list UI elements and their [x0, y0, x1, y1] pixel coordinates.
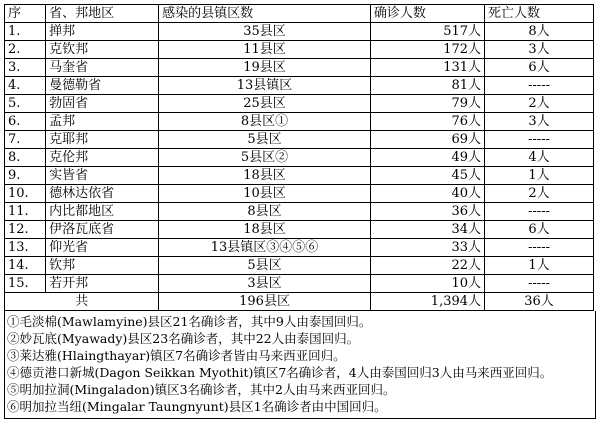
row-deaths: 3人	[485, 41, 594, 59]
header-row	[5, 5, 594, 23]
row-county-count: 18县区	[159, 167, 371, 185]
total-county: 196县区	[159, 293, 371, 311]
row-seq: 10.	[5, 185, 46, 203]
table-row	[5, 167, 594, 185]
row-region: 马奎省	[46, 59, 159, 77]
footnote-5: ⑤明加拉洞(Mingaladon)镇区3名确诊者，其中2人由马来西亚回归。	[7, 382, 396, 397]
row-confirmed: 69人	[370, 131, 484, 149]
table-row	[5, 149, 594, 167]
row-seq: 3.	[5, 59, 46, 77]
row-seq: 1.	[5, 23, 46, 41]
row-deaths: -----	[485, 77, 594, 95]
table-row	[5, 275, 594, 293]
table-row	[5, 239, 594, 257]
row-county-count: 3县区	[159, 275, 371, 293]
table-row	[5, 77, 594, 95]
row-confirmed: 34人	[370, 221, 484, 239]
row-region: 曼德勒省	[46, 77, 159, 95]
row-region: 孟邦	[46, 113, 159, 131]
row-confirmed: 76人	[370, 113, 484, 131]
row-confirmed: 79人	[370, 95, 484, 113]
row-confirmed: 45人	[370, 167, 484, 185]
row-county-count: 19县区	[159, 59, 371, 77]
table-row	[5, 41, 594, 59]
row-region: 勃固省	[46, 95, 159, 113]
total-deaths: 36人	[485, 293, 594, 311]
total-confirmed: 1,394人	[370, 293, 484, 311]
row-county-count: 5县区②	[159, 149, 371, 167]
footnote-1: ①毛淡棉(Mawlamyine)县区21名确诊者，其中9人由泰国回归。	[7, 314, 372, 329]
row-region: 若开邦	[46, 275, 159, 293]
row-deaths: 1人	[485, 257, 594, 275]
table-row	[5, 185, 594, 203]
header-seq: 序	[5, 5, 46, 23]
row-deaths: 1人	[485, 167, 594, 185]
row-seq: 9.	[5, 167, 46, 185]
row-deaths: 6人	[485, 59, 594, 77]
row-region: 克伦邦	[46, 149, 159, 167]
row-deaths: 8人	[485, 23, 594, 41]
row-confirmed: 10人	[370, 275, 484, 293]
table-row	[5, 221, 594, 239]
row-county-count: 8县区	[159, 203, 371, 221]
table-row	[5, 95, 594, 113]
row-seq: 4.	[5, 77, 46, 95]
footnote-2: ②妙瓦底(Myawady)县区23名确诊者，其中22人由泰国回归。	[7, 331, 360, 346]
row-deaths: -----	[485, 203, 594, 221]
header-deaths: 死亡人数	[485, 5, 594, 23]
total-row	[5, 293, 594, 311]
row-confirmed: 33人	[370, 239, 484, 257]
table-row	[5, 23, 594, 41]
row-confirmed: 36人	[370, 203, 484, 221]
row-seq: 13.	[5, 239, 46, 257]
header-county-count: 感染的县镇区数	[159, 5, 371, 23]
row-region: 掸邦	[46, 23, 159, 41]
row-confirmed: 49人	[370, 149, 484, 167]
stats-table	[4, 4, 594, 311]
row-region: 实皆省	[46, 167, 159, 185]
footnotes	[4, 311, 596, 419]
row-county-count: 11县区	[159, 41, 371, 59]
table-row	[5, 131, 594, 149]
table-row	[5, 203, 594, 221]
row-region: 内比都地区	[46, 203, 159, 221]
row-deaths: -----	[485, 275, 594, 293]
table-row	[5, 257, 594, 275]
row-seq: 11.	[5, 203, 46, 221]
row-deaths: 4人	[485, 149, 594, 167]
header-confirmed: 确诊人数	[370, 5, 484, 23]
row-confirmed: 40人	[370, 185, 484, 203]
row-county-count: 13县镇区③④⑤⑥	[159, 239, 371, 257]
header-region: 省、邦地区	[46, 5, 159, 23]
row-confirmed: 517人	[370, 23, 484, 41]
row-seq: 6.	[5, 113, 46, 131]
row-seq: 12.	[5, 221, 46, 239]
row-deaths: 2人	[485, 185, 594, 203]
row-county-count: 5县区	[159, 257, 371, 275]
row-seq: 14.	[5, 257, 46, 275]
row-confirmed: 81人	[370, 77, 484, 95]
row-county-count: 13县镇区	[159, 77, 371, 95]
row-county-count: 10县区	[159, 185, 371, 203]
row-region: 克钦邦	[46, 41, 159, 59]
footnote-3: ③莱达雅(Hlaingthayar)镇区7名确诊者皆由马来西亚回归。	[7, 348, 346, 363]
row-seq: 2.	[5, 41, 46, 59]
row-county-count: 8县区①	[159, 113, 371, 131]
row-seq: 15.	[5, 275, 46, 293]
table-row	[5, 113, 594, 131]
row-deaths: -----	[485, 239, 594, 257]
table-row	[5, 59, 594, 77]
row-county-count: 5县区	[159, 131, 371, 149]
row-seq: 7.	[5, 131, 46, 149]
row-region: 克耶邦	[46, 131, 159, 149]
row-county-count: 25县区	[159, 95, 371, 113]
row-region: 仰光省	[46, 239, 159, 257]
total-label: 共	[5, 293, 159, 311]
row-deaths: 2人	[485, 95, 594, 113]
row-seq: 8.	[5, 149, 46, 167]
row-confirmed: 131人	[370, 59, 484, 77]
row-confirmed: 22人	[370, 257, 484, 275]
covid-stats-document	[4, 4, 594, 419]
row-deaths: -----	[485, 131, 594, 149]
row-county-count: 18县区	[159, 221, 371, 239]
footnote-4: ④德贡港口新城(Dagon Seikkan Myothit)镇区7名确诊者，4人由泰国回归3人由马来西亚回归。	[7, 365, 553, 380]
row-confirmed: 172人	[370, 41, 484, 59]
row-region: 德林达依省	[46, 185, 159, 203]
row-deaths: 3人	[485, 113, 594, 131]
row-deaths: 6人	[485, 221, 594, 239]
row-seq: 5.	[5, 95, 46, 113]
row-region: 钦邦	[46, 257, 159, 275]
row-county-count: 35县区	[159, 23, 371, 41]
row-region: 伊洛瓦底省	[46, 221, 159, 239]
footnote-6: ⑥明加拉当纽(Mingalar Taungnyunt)县区1名确诊者由中国回归。	[7, 399, 387, 414]
